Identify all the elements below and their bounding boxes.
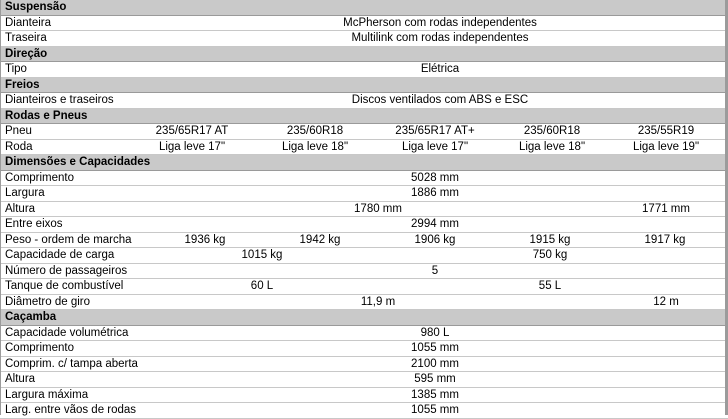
- row-value: 750 kg: [532, 249, 568, 261]
- row-label: Tanque de combustível: [5, 280, 124, 292]
- wheel-value: Liga leve 19": [632, 140, 700, 153]
- row-value: 2994 mm: [411, 218, 459, 230]
- wheel-value: Liga leve 18": [518, 140, 586, 153]
- section-header-dimensoes: [0, 155, 728, 171]
- row-label: Pneu: [5, 125, 32, 137]
- row-label: Dianteira: [5, 16, 52, 29]
- row-label: Capacidade volumétrica: [5, 326, 129, 339]
- table-row: [0, 62, 728, 78]
- table-row: [0, 31, 728, 47]
- row-value: 55 L: [538, 280, 562, 292]
- row-value: 1780 mm: [354, 202, 402, 215]
- row-value: 1771 mm: [642, 202, 690, 215]
- section-title: Suspensão: [5, 1, 67, 13]
- row-value: 1385 mm: [411, 388, 459, 401]
- row-label: Largura máxima: [5, 388, 89, 401]
- tire-value: 235/60R18: [286, 125, 344, 137]
- section-header-suspensao: [0, 0, 728, 16]
- section-title: Dimensões e Capacidades: [5, 156, 151, 168]
- row-label: Roda: [5, 140, 33, 153]
- row-value: 60 L: [250, 280, 274, 292]
- section-header-freios: [0, 78, 728, 94]
- table-row: [0, 248, 728, 264]
- row-value: 1906 kg: [414, 233, 456, 246]
- row-label: Entre eixos: [5, 218, 63, 230]
- table-row: [0, 326, 728, 342]
- left-border: [0, 0, 1, 415]
- table-row: [0, 388, 728, 404]
- section-header-rodas: [0, 109, 728, 125]
- row-value: 5028 mm: [411, 171, 459, 184]
- row-value: 2100 mm: [411, 357, 459, 370]
- table-row: [0, 140, 728, 156]
- table-row: [0, 124, 728, 140]
- table-row: [0, 233, 728, 249]
- section-title: Rodas e Pneus: [5, 109, 88, 122]
- table-row: [0, 16, 728, 32]
- row-value: Discos ventilados com ABS e ESC: [351, 94, 529, 106]
- row-value: McPherson com rodas independentes: [343, 16, 537, 29]
- row-value: 1942 kg: [299, 233, 341, 246]
- row-label: Larg. entre vãos de rodas: [5, 404, 137, 416]
- tire-value: 235/65R17 AT: [155, 125, 229, 137]
- row-label: Diâmetro de giro: [5, 295, 91, 308]
- row-label: Comprim. c/ tampa aberta: [5, 357, 138, 370]
- table-row: [0, 264, 728, 280]
- row-value: 1936 kg: [184, 233, 226, 246]
- section-title: Direção: [5, 47, 48, 60]
- row-label: Traseira: [5, 32, 47, 44]
- section-header-direcao: [0, 47, 728, 63]
- table-row: [0, 295, 728, 311]
- table-row: [0, 372, 728, 388]
- row-label: Capacidade de carga: [5, 249, 115, 261]
- table-row: [0, 186, 728, 202]
- row-value: 1055 mm: [411, 404, 459, 416]
- table-row: [0, 217, 728, 233]
- section-header-cacamba: [0, 310, 728, 326]
- row-label: Altura: [5, 202, 36, 215]
- row-label: Comprimento: [5, 171, 75, 184]
- row-value: 980 L: [420, 326, 450, 339]
- tire-value: 235/60R18: [523, 125, 581, 137]
- row-value: Elétrica: [420, 63, 460, 75]
- row-label: Dianteiros e traseiros: [5, 94, 114, 106]
- row-value: 5: [431, 264, 439, 277]
- row-label: Peso - ordem de marcha: [5, 233, 132, 246]
- table-row: [0, 171, 728, 187]
- table-row: [0, 403, 728, 419]
- table-row: [0, 341, 728, 357]
- row-value: 1915 kg: [529, 233, 571, 246]
- table-row: [0, 93, 728, 109]
- table-row: [0, 357, 728, 373]
- row-label: Largura: [5, 187, 45, 199]
- row-value: 1055 mm: [411, 342, 459, 354]
- table-row: [0, 279, 728, 295]
- wheel-value: Liga leve 17": [158, 140, 226, 153]
- table-row: [0, 202, 728, 218]
- row-label: Comprimento: [5, 342, 75, 354]
- section-title: Freios: [5, 78, 40, 91]
- row-value: 12 m: [653, 295, 679, 308]
- row-value: 11,9 m: [360, 295, 396, 308]
- tire-value: 235/65R17 AT+: [395, 125, 475, 137]
- section-title: Caçamba: [5, 311, 57, 323]
- row-value: 595 mm: [414, 373, 456, 385]
- row-label: Tipo: [5, 63, 27, 75]
- row-value: Multilink com rodas independentes: [351, 32, 529, 44]
- wheel-value: Liga leve 17": [401, 140, 469, 153]
- row-value: 1917 kg: [644, 233, 686, 246]
- row-value: 1886 mm: [411, 187, 459, 199]
- tire-value: 235/55R19: [637, 125, 695, 137]
- row-label: Altura: [5, 373, 36, 385]
- row-value: 1015 kg: [241, 249, 283, 261]
- row-label: Número de passageiros: [5, 264, 128, 277]
- wheel-value: Liga leve 18": [281, 140, 349, 153]
